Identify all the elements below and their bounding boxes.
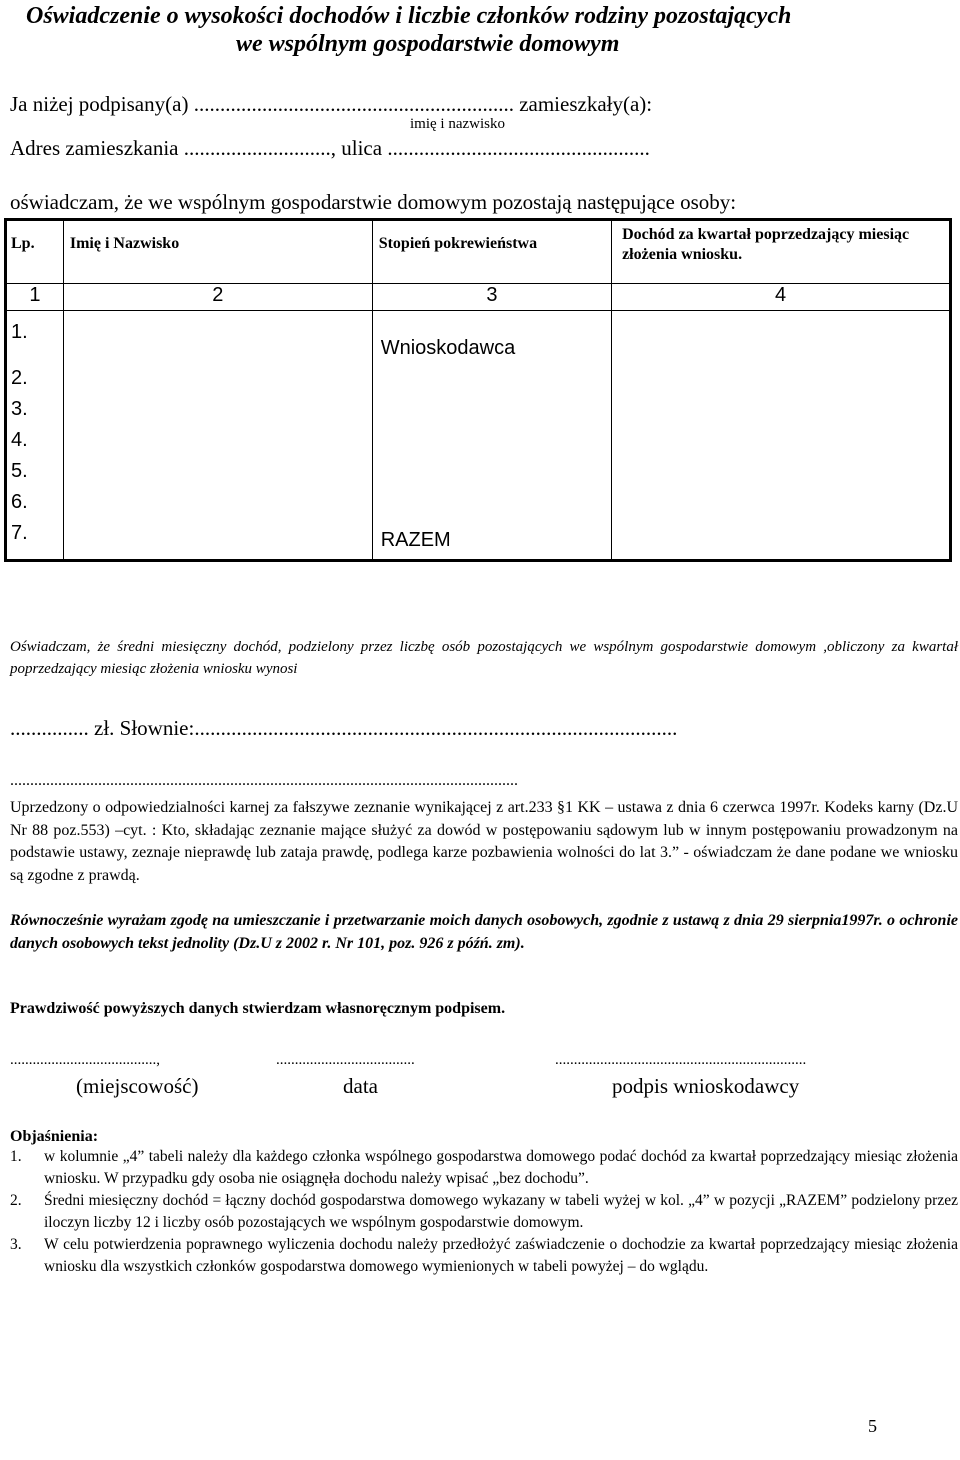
header-name: Imię i Nazwisko bbox=[63, 220, 372, 284]
row-number: 1. bbox=[11, 321, 28, 343]
name-column-cell[interactable] bbox=[63, 311, 372, 561]
table-header-row bbox=[6, 220, 951, 284]
applicant-relation: Wnioskodawca bbox=[380, 337, 516, 359]
column-number: 1 bbox=[6, 284, 64, 311]
signature-dots: ................................................................... bbox=[555, 1052, 807, 1068]
note-number: 2. bbox=[10, 1192, 22, 1209]
signature-label: podpis wnioskodawcy bbox=[612, 1074, 800, 1098]
row-numbers-cell bbox=[6, 311, 64, 561]
page-number: 5 bbox=[868, 1416, 877, 1436]
notes-list bbox=[10, 1146, 958, 1278]
note-item bbox=[10, 1146, 958, 1190]
header-relation: Stopień pokrewieństwa bbox=[372, 220, 611, 284]
date-label: data bbox=[343, 1074, 378, 1098]
total-label: RAZEM bbox=[380, 529, 451, 551]
row-number: 4. bbox=[11, 429, 28, 451]
table-body bbox=[6, 311, 951, 561]
amount-words-continuation: ............................................................................................................................... bbox=[10, 772, 518, 789]
data-processing-consent: Równocześnie wyrażam zgodę na umieszczanie i przetwarzanie moich danych osobowych, zgodnie z ustawą z dnia 29 sierpnia1997r. o ochronie danych osobowych tekst jednolity (Dz.U z 2002 r. Nr 101, poz. 926 z późń. zm). bbox=[10, 912, 958, 952]
notes-title: Objaśnienia: bbox=[10, 1128, 99, 1145]
intro-name-caption: imię i nazwisko bbox=[410, 116, 505, 132]
place-label: (miejscowość) bbox=[76, 1074, 199, 1098]
column-number: 4 bbox=[612, 284, 951, 311]
note-number: 1. bbox=[10, 1148, 22, 1165]
household-table bbox=[4, 218, 952, 562]
place-dots: ......................................., bbox=[10, 1052, 160, 1068]
note-number: 3. bbox=[10, 1236, 22, 1253]
document-title-line2: we wspólnym gospodarstwie domowym bbox=[236, 31, 620, 57]
intro-address-line: Adres zamieszkania ............................, ulica .................................................. bbox=[10, 136, 650, 160]
row-number: 2. bbox=[11, 367, 28, 389]
note-item bbox=[10, 1190, 958, 1234]
intro-declaration-line: oświadczam, że we wspólnym gospodarstwie domowym pozostają następujące osoby: bbox=[10, 190, 737, 214]
header-income: Dochód za kwartał poprzedzający miesiąc złożenia wniosku. bbox=[612, 220, 951, 284]
document-title-line1: Oświadczenie o wysokości dochodów i liczbie członków rodziny pozostających bbox=[26, 3, 792, 29]
note-text: Średni miesięczny dochód = łączny dochód gospodarstwa domowego wykazany w tabeli wyżej w kol. „4” w pozycji „RAZEM” podzielony przez iloczyn liczby 12 i liczby osób pozostających we wspólnym gospodarstwie domowym. bbox=[44, 1192, 958, 1231]
row-number: 7. bbox=[11, 522, 28, 544]
criminal-liability-warning: Uprzedzony o odpowiedzialności karnej za fałszywe zeznanie wynikającej z art.233 §1 KK – ustawa z dnia 6 czerwca 1997r. Kodeks karny (Dz.U Nr 88 poz.553) –cyt. : Kto, składając zeznanie mające służyć za dowód w postępowaniu sądowym lub w innym postępowaniu prowadzonym na podstawie ustawy, zeznaje nieprawdę lub zataja prawdę, podlega karze pozbawienia wolności do lat 3.” - oświadczam że dane podane we wniosku są zgodne z prawdą. bbox=[10, 799, 958, 884]
column-number-row bbox=[6, 284, 951, 311]
note-text: w kolumnie „4” tabeli należy dla każdego członka wspólnego gospodarstwa domowego podać dochód za kwartał poprzedzający miesiąc złożenia wniosku. W przypadku gdy osoba nie osiągnęła dochodu należy wpisać „bez dochodu”. bbox=[44, 1148, 958, 1187]
income-column-cell[interactable] bbox=[612, 311, 951, 561]
income-statement: Oświadczam, że średni miesięczny dochód, podzielony przez liczbę osób pozostających we wspólnym gospodarstwie domowym ,obliczony za kwartał poprzedzający miesiąc złożenia wniosku wynosi bbox=[10, 639, 958, 677]
row-number: 3. bbox=[11, 398, 28, 420]
column-number: 3 bbox=[372, 284, 611, 311]
note-text: W celu potwierdzenia poprawnego wyliczenia dochodu należy przedłożyć zaświadczenie o dochodzie za kwartał poprzedzający miesiąc złożenia wniosku dla wszystkich członków gospodarstwa domowego wymienionych w tabeli powyżej – do wglądu. bbox=[44, 1236, 958, 1275]
column-number: 2 bbox=[63, 284, 372, 311]
row-number: 6. bbox=[11, 491, 28, 513]
amount-line: ............... zł. Słownie:............................................................................................ bbox=[10, 716, 678, 740]
note-item bbox=[10, 1234, 958, 1278]
relation-column-cell[interactable] bbox=[372, 311, 611, 561]
confirmation-text: Prawdziwość powyższych danych stwierdzam własnoręcznym podpisem. bbox=[10, 1000, 506, 1017]
intro-name-line: Ja niżej podpisany(a) ............................................................. zamieszkały(a): bbox=[10, 92, 653, 116]
date-dots: ..................................... bbox=[276, 1052, 415, 1068]
row-number: 5. bbox=[11, 460, 28, 482]
header-lp: Lp. bbox=[6, 220, 64, 284]
